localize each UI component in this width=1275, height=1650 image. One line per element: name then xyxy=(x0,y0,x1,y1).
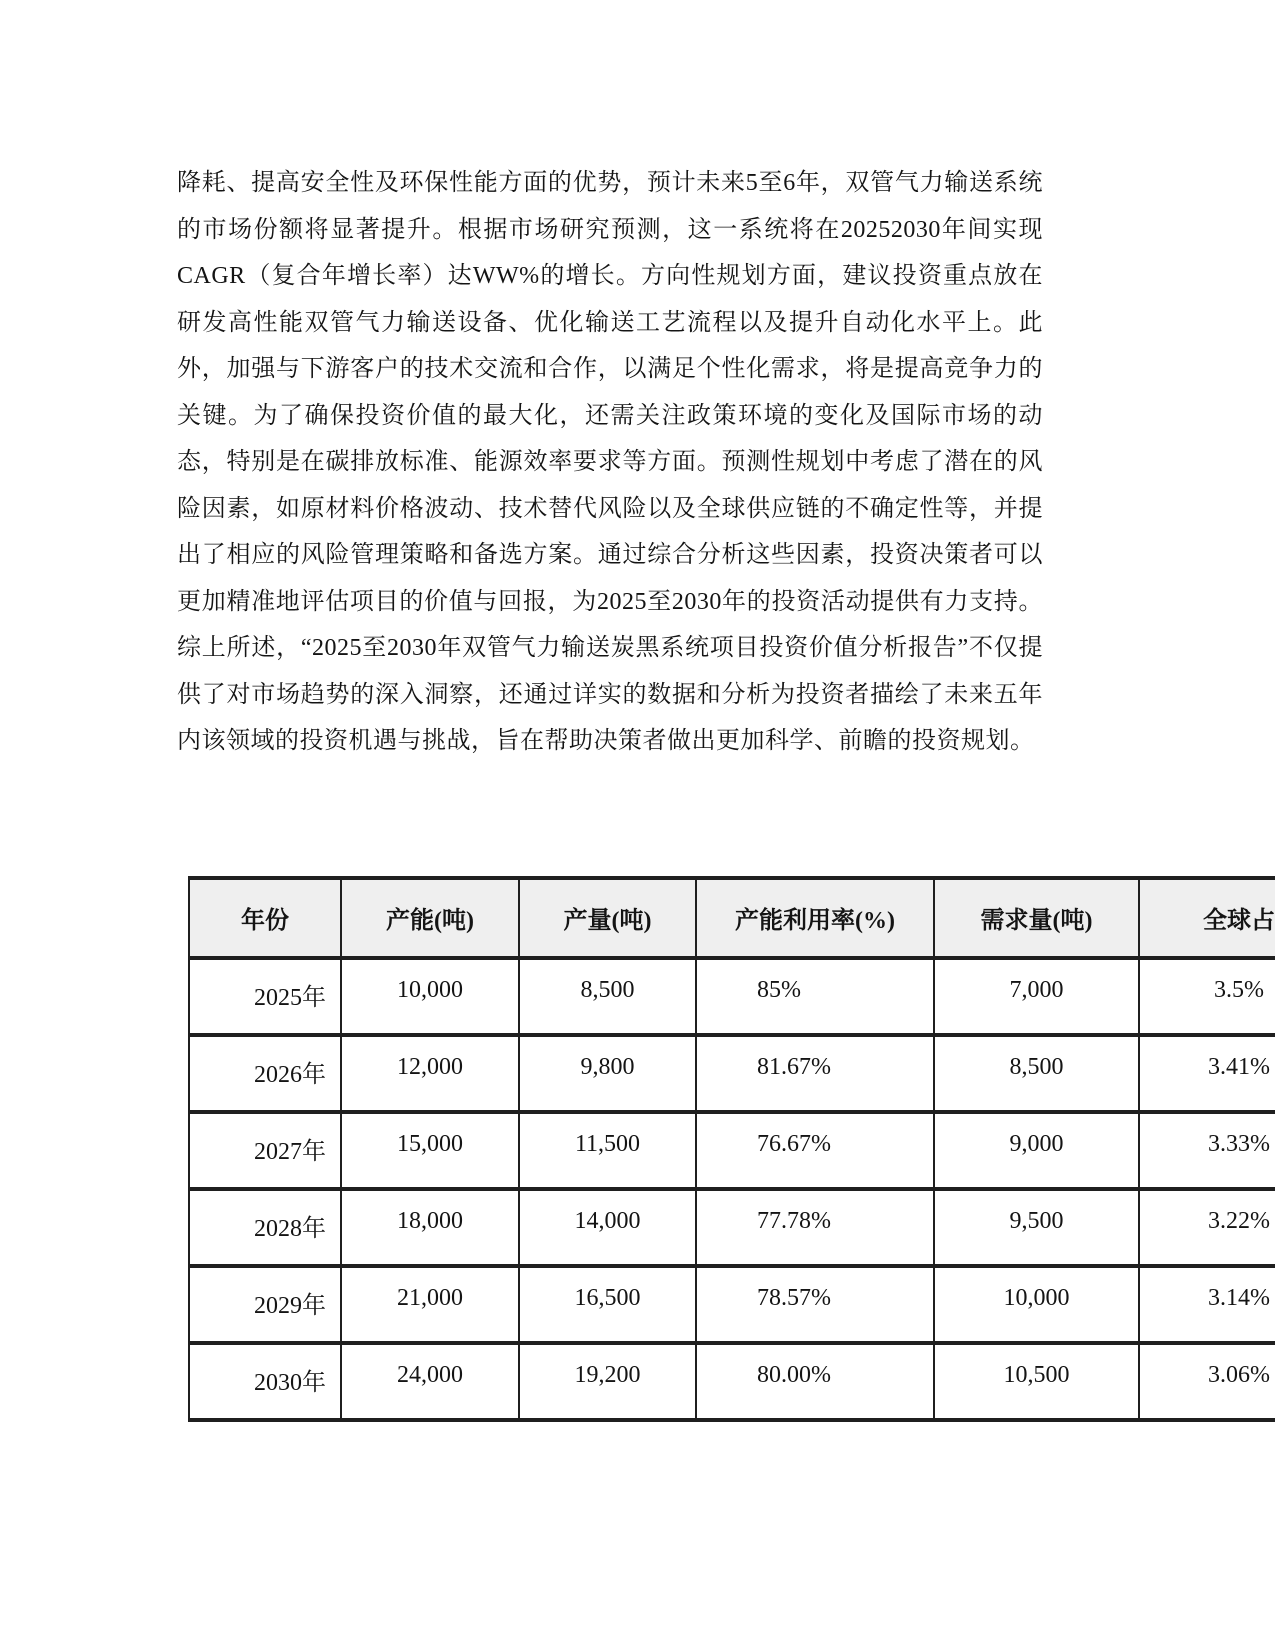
table-cell: 15,000 xyxy=(341,1112,519,1189)
table-cell: 3.33% xyxy=(1139,1112,1275,1189)
table-cell: 10,000 xyxy=(341,958,519,1035)
table-header-production: 产量(吨) xyxy=(519,878,696,958)
table-header-global-share: 全球占 xyxy=(1139,878,1275,958)
table-cell: 24,000 xyxy=(341,1343,519,1420)
table-cell: 12,000 xyxy=(341,1035,519,1112)
table-cell: 2030年 xyxy=(189,1343,341,1420)
table-cell: 81.67% xyxy=(696,1035,934,1112)
table-header-year: 年份 xyxy=(189,878,341,958)
table-row xyxy=(189,1343,1275,1420)
table-cell: 19,200 xyxy=(519,1343,696,1420)
table-cell: 3.5% xyxy=(1139,958,1275,1035)
table-cell: 3.41% xyxy=(1139,1035,1275,1112)
table-cell: 11,500 xyxy=(519,1112,696,1189)
table-cell: 3.14% xyxy=(1139,1266,1275,1343)
table-cell: 3.22% xyxy=(1139,1189,1275,1266)
table-header-row xyxy=(189,878,1275,958)
table-header-demand: 需求量(吨) xyxy=(934,878,1139,958)
table-row xyxy=(189,958,1275,1035)
table-cell: 10,500 xyxy=(934,1343,1139,1420)
table-cell: 16,500 xyxy=(519,1266,696,1343)
data-table xyxy=(188,876,1275,1422)
table-cell: 80.00% xyxy=(696,1343,934,1420)
table-cell: 10,000 xyxy=(934,1266,1139,1343)
table-cell: 8,500 xyxy=(934,1035,1139,1112)
table-cell: 9,000 xyxy=(934,1112,1139,1189)
table-row xyxy=(189,1189,1275,1266)
table-cell: 2026年 xyxy=(189,1035,341,1112)
table-cell: 2025年 xyxy=(189,958,341,1035)
table-cell: 7,000 xyxy=(934,958,1139,1035)
body-paragraph: 降耗、提高安全性及环保性能方面的优势，预计未来5至6年，双管气力输送系统的市场份额将显著提升。根据市场研究预测，这一系统将在20252030年间实现CAGR（复合年增长率）达WW%的增长。方向性规划方面，建议投资重点放在研发高性能双管气力输送设备、优化输送工艺流程以及提升自动化水平上。此外，加强与下游客户的技术交流和合作，以满足个性化需求，将是提高竞争力的关键。为了确保投资价值的最大化，还需关注政策环境的变化及国际市场的动态，特别是在碳排放标准、能源效率要求等方面。预测性规划中考虑了潜在的风险因素，如原材料价格波动、技术替代风险以及全球供应链的不确定性等，并提出了相应的风险管理策略和备选方案。通过综合分析这些因素，投资决策者可以更加精准地评估项目的价值与回报，为2025至2030年的投资活动提供有力支持。综上所述，“2025至2030年双管气力输送炭黑系统项目投资价值分析报告”不仅提供了对市场趋势的深入洞察，还通过详实的数据和分析为投资者描绘了未来五年内该领域的投资机遇与挑战，旨在帮助决策者做出更加科学、前瞻的投资规划。 xyxy=(177,170,1043,754)
table-cell: 2027年 xyxy=(189,1112,341,1189)
table-row xyxy=(189,1035,1275,1112)
table-cell: 3.06% xyxy=(1139,1343,1275,1420)
table-cell: 18,000 xyxy=(341,1189,519,1266)
table-cell: 14,000 xyxy=(519,1189,696,1266)
table-header-capacity: 产能(吨) xyxy=(341,878,519,958)
table-cell: 77.78% xyxy=(696,1189,934,1266)
table-cell: 21,000 xyxy=(341,1266,519,1343)
table-row xyxy=(189,1112,1275,1189)
table-cell: 2029年 xyxy=(189,1266,341,1343)
table-cell: 2028年 xyxy=(189,1189,341,1266)
table-cell: 8,500 xyxy=(519,958,696,1035)
table-cell: 9,800 xyxy=(519,1035,696,1112)
table-cell: 85% xyxy=(696,958,934,1035)
table-header-utilization: 产能利用率(%) xyxy=(696,878,934,958)
table-cell: 9,500 xyxy=(934,1189,1139,1266)
table-row xyxy=(189,1266,1275,1343)
table-cell: 78.57% xyxy=(696,1266,934,1343)
table-cell: 76.67% xyxy=(696,1112,934,1189)
